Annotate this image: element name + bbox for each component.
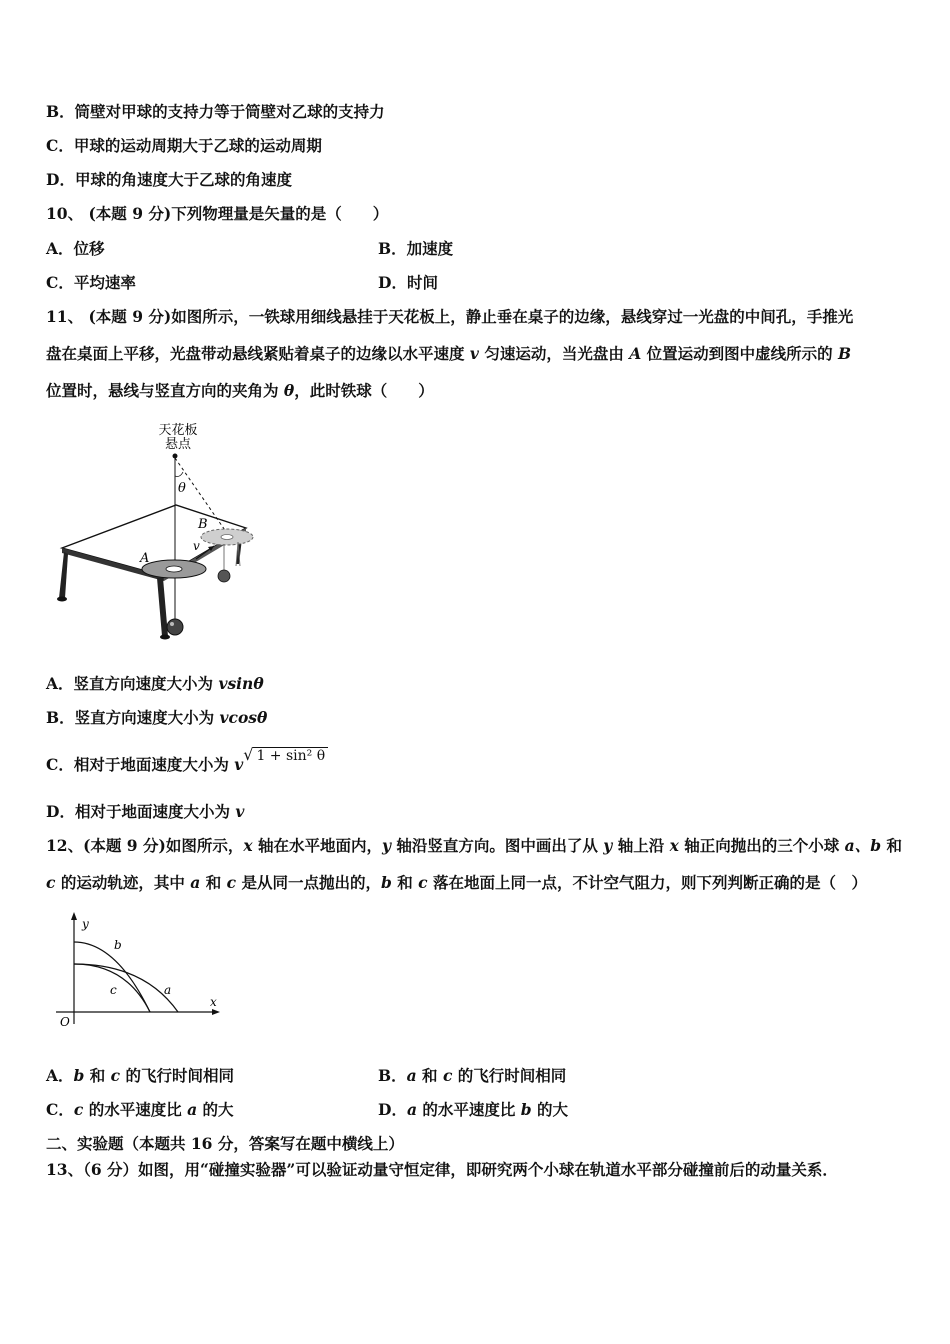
label-curve-b: b — [114, 938, 122, 952]
trajectory-a — [74, 964, 178, 1012]
sqrt-expression: √ 1 + sin² θ — [243, 745, 328, 766]
q11-table-figure — [46, 418, 276, 648]
q13-stem: 13、（6 分）如图，用“碰撞实验器”可以验证动量守恒定律，即研究两个小球在轨道水平部分碰撞前后的动量关系． — [46, 1160, 838, 1179]
q12-option-b: B．a 和 c 的飞行时间相同 — [378, 1066, 567, 1085]
q11-stem-line1: 11、 (本题 9 分)如图所示，一铁球用细线悬挂于天花板上，静止垂在桌子的边缘，悬线穿过一光盘的中间孔，手推光 — [46, 307, 854, 326]
q12-option-c: C．c 的水平速度比 a 的大 — [46, 1100, 234, 1119]
q12-trajectory-figure — [46, 908, 236, 1033]
q10-option-d: D．时间 — [378, 273, 438, 292]
q11-option-c: C．相对于地面速度大小为 v√ 1 + sin² θ — [46, 755, 328, 776]
q11-stem-line2: 盘在桌面上平移，光盘带动悬线紧贴着桌子的边缘以水平速度 v 匀速运动，当光盘由 A 位置运动到图中虚线所示的 B — [46, 344, 852, 363]
q9-option-b: B．筒壁对甲球的支持力等于筒壁对乙球的支持力 — [46, 102, 385, 121]
iron-ball — [167, 619, 183, 635]
label-a: A — [140, 551, 150, 566]
table-leg-left — [59, 552, 68, 598]
label-curve-c: c — [110, 983, 117, 997]
q11-option-a: A．竖直方向速度大小为 vsinθ — [46, 674, 264, 693]
ball-near-b — [218, 570, 230, 582]
q12-stem-line2: c 的运动轨迹，其中 a 和 c 是从同一点抛出的，b 和 c 落在地面上同一点，不计空气阻力，则下列判断正确的是（ ） — [46, 873, 867, 892]
label-x-axis: x — [210, 995, 217, 1009]
label-ceiling: 天花板 — [158, 423, 198, 438]
q11-option-d: D．相对于地面速度大小为 v — [46, 802, 245, 821]
q11-stem-line3: 位置时，悬线与竖直方向的夹角为 θ，此时铁球（ ） — [46, 381, 434, 400]
label-origin: O — [60, 1015, 70, 1029]
label-v: v — [193, 539, 200, 553]
section-2-title: 二、实验题（本题共 16 分，答案写在题中横线上） — [46, 1134, 404, 1153]
label-b: B — [198, 517, 208, 532]
trajectory-b — [74, 942, 150, 1012]
q9-option-c: C．甲球的运动周期大于乙球的运动周期 — [46, 136, 322, 155]
q10-option-a: A．位移 — [46, 239, 105, 258]
q9-option-d: D．甲球的角速度大于乙球的角速度 — [46, 170, 292, 189]
q11-option-b: B．竖直方向速度大小为 vcosθ — [46, 708, 268, 727]
label-theta: θ — [178, 481, 186, 496]
q10-option-c: C．平均速率 — [46, 273, 136, 292]
suspension-point-dot — [173, 454, 178, 459]
q10-stem: 10、 (本题 9 分)下列物理量是矢量的是（ ） — [46, 204, 389, 223]
q12-option-d: D．a 的水平速度比 b 的大 — [378, 1100, 569, 1119]
q12-option-a: A．b 和 c 的飞行时间相同 — [46, 1066, 235, 1085]
label-suspension-point: 悬点 — [164, 437, 192, 452]
q10-option-b: B．加速度 — [378, 239, 454, 258]
q12-stem-line1: 12、(本题 9 分)如图所示，x 轴在水平地面内，y 轴沿竖直方向。图中画出了从 y 轴上沿 x 轴正向抛出的三个小球 a、b 和 — [46, 836, 902, 855]
label-curve-a: a — [164, 983, 172, 997]
label-y-axis: y — [82, 917, 89, 931]
table-leg-front — [157, 578, 168, 636]
